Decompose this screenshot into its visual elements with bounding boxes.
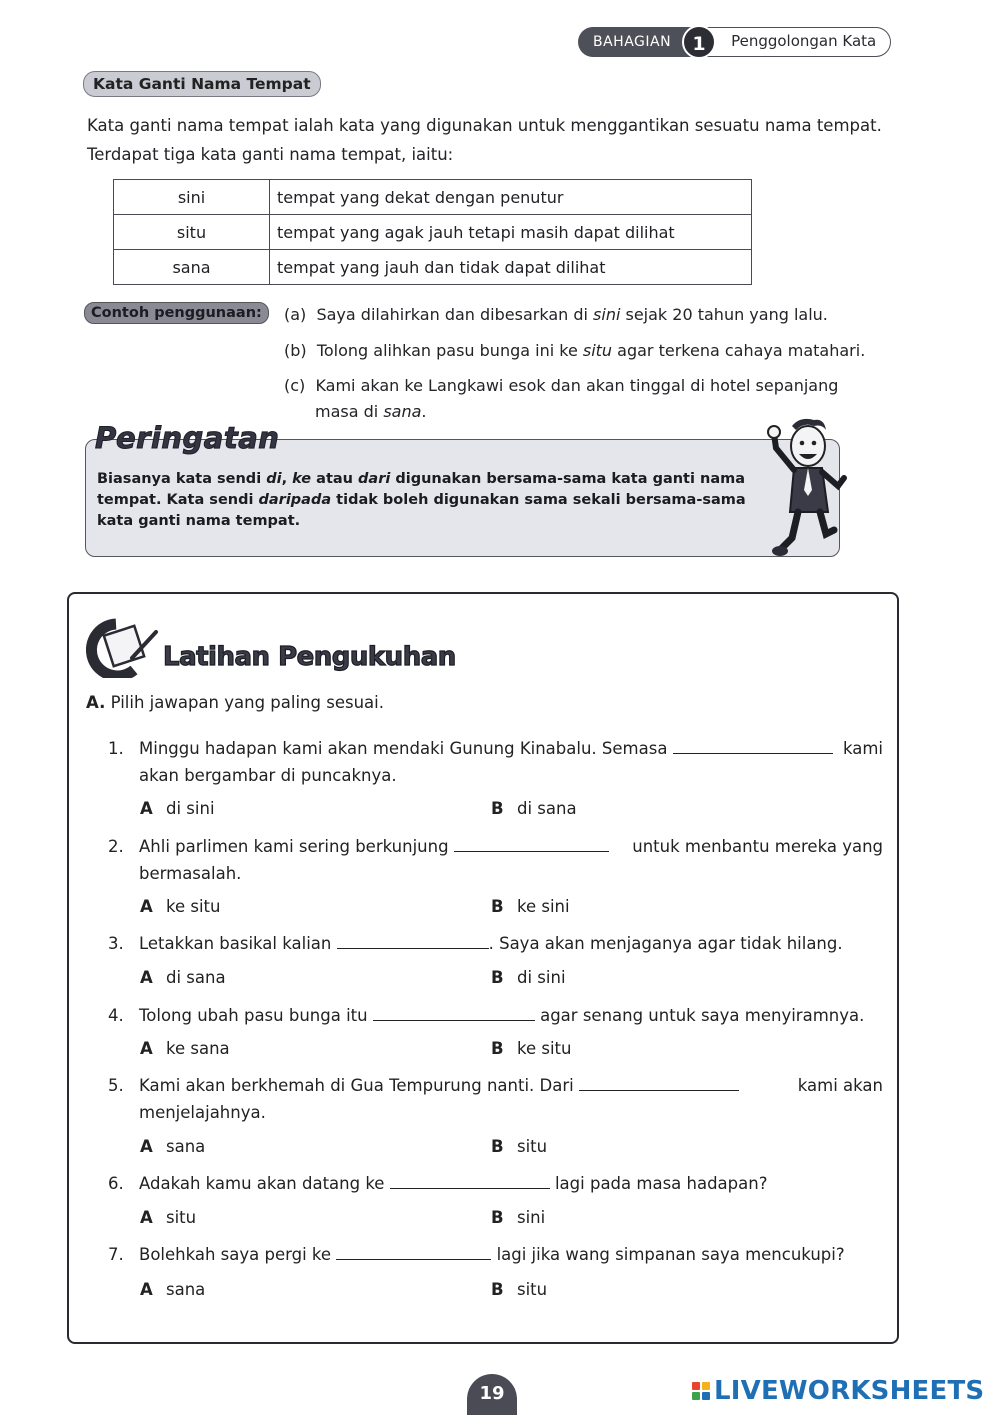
option-a[interactable]: A ke sana	[140, 1039, 230, 1058]
pencil-notebook-icon	[86, 618, 160, 678]
warning-text: Biasanya kata sendi di, ke atau dari digunakan bersama-sama kata ganti nama tempat. Kata sendi daripada tidak boleh digunakan sama sekali bersama-sama kata ganti nama tempat.	[97, 471, 746, 529]
topic-title: Kata Ganti Nama Tempat	[83, 71, 321, 97]
answer-blank[interactable]	[390, 1173, 550, 1189]
example-a: (a) Saya dilahirkan dan dibesarkan di sini sejak 20 tahun yang lalu.	[284, 305, 828, 324]
intro-line-2: Terdapat tiga kata ganti nama tempat, iaitu:	[87, 145, 454, 164]
table-meaning: tempat yang dekat dengan penutur	[270, 180, 752, 215]
option-b[interactable]: B situ	[491, 1280, 548, 1299]
option-b[interactable]: B sini	[491, 1208, 546, 1227]
option-b[interactable]: B situ	[491, 1137, 548, 1156]
definition-table	[113, 179, 752, 285]
option-a[interactable]: A di sana	[140, 968, 226, 987]
section-label: BAHAGIAN	[578, 27, 707, 57]
option-a[interactable]: A situ	[140, 1208, 197, 1227]
table-meaning: tempat yang agak jauh tetapi masih dapat dilihat	[270, 215, 752, 250]
examples-label: Contoh penggunaan:	[84, 302, 269, 324]
question-3: 3. Letakkan basikal kalian . Saya akan menjaganya agar tidak hilang.	[108, 934, 843, 953]
option-b[interactable]: B ke situ	[491, 1039, 572, 1058]
answer-blank[interactable]	[373, 1005, 535, 1021]
table-row	[114, 215, 752, 250]
answer-blank[interactable]	[454, 836, 609, 852]
table-meaning: tempat yang jauh dan tidak dapat dilihat	[270, 250, 752, 285]
table-row	[114, 180, 752, 215]
chapter-title: Penggolongan Kata	[707, 27, 891, 57]
exercise-instruction: A. Pilih jawapan yang paling sesuai.	[86, 693, 384, 712]
answer-blank[interactable]	[673, 738, 833, 754]
answer-blank[interactable]	[337, 933, 489, 949]
example-c: (c) Kami akan ke Langkawi esok dan akan tinggal di hotel sepanjang masa di sana.	[284, 376, 839, 421]
question-1: 1. Minggu hadapan kami akan mendaki Gunung Kinabalu. Semasa kami akan bergambar di puncaknya.	[108, 739, 883, 785]
question-5: 5. Kami akan berkhemah di Gua Tempurung nanti. Dari kami akan menjelajahnya.	[108, 1076, 883, 1122]
logo-grid-icon	[692, 1382, 710, 1400]
cartoon-character-illustration	[764, 412, 848, 562]
option-b[interactable]: B ke sini	[491, 897, 570, 916]
page-number: 19	[467, 1374, 517, 1415]
topic-intro	[87, 111, 897, 169]
intro-line-1: Kata ganti nama tempat ialah kata yang digunakan untuk menggantikan sesuatu nama tempat.	[87, 116, 882, 135]
option-b[interactable]: B di sini	[491, 968, 566, 987]
example-b: (b) Tolong alihkan pasu bunga ini ke situ agar terkena cahaya matahari.	[284, 341, 866, 360]
option-a[interactable]: A ke situ	[140, 897, 221, 916]
table-word: situ	[114, 215, 270, 250]
answer-blank[interactable]	[579, 1075, 739, 1091]
question-7: 7. Bolehkah saya pergi ke lagi jika wang simpanan saya mencukupi?	[108, 1245, 845, 1264]
question-6: 6. Adakah kamu akan datang ke lagi pada masa hadapan?	[108, 1174, 768, 1193]
table-word: sini	[114, 180, 270, 215]
option-a[interactable]: A sana	[140, 1280, 206, 1299]
warning-title: Peringatan	[95, 421, 280, 455]
section-number: 1	[682, 25, 716, 59]
table-word: sana	[114, 250, 270, 285]
option-b[interactable]: B di sana	[491, 799, 577, 818]
option-a[interactable]: A sana	[140, 1137, 206, 1156]
answer-blank[interactable]	[336, 1244, 491, 1260]
table-row	[114, 250, 752, 285]
question-4: 4. Tolong ubah pasu bunga itu agar senang untuk saya menyiramnya.	[108, 1006, 865, 1025]
liveworksheets-logo: LIVEWORKSHEETS	[692, 1376, 984, 1406]
chapter-header	[578, 27, 891, 57]
exercise-title: Latihan Pengukuhan	[163, 642, 456, 672]
option-a[interactable]: A di sini	[140, 799, 215, 818]
question-2: 2. Ahli parlimen kami sering berkunjung untuk menbantu mereka yang bermasalah.	[108, 837, 883, 883]
